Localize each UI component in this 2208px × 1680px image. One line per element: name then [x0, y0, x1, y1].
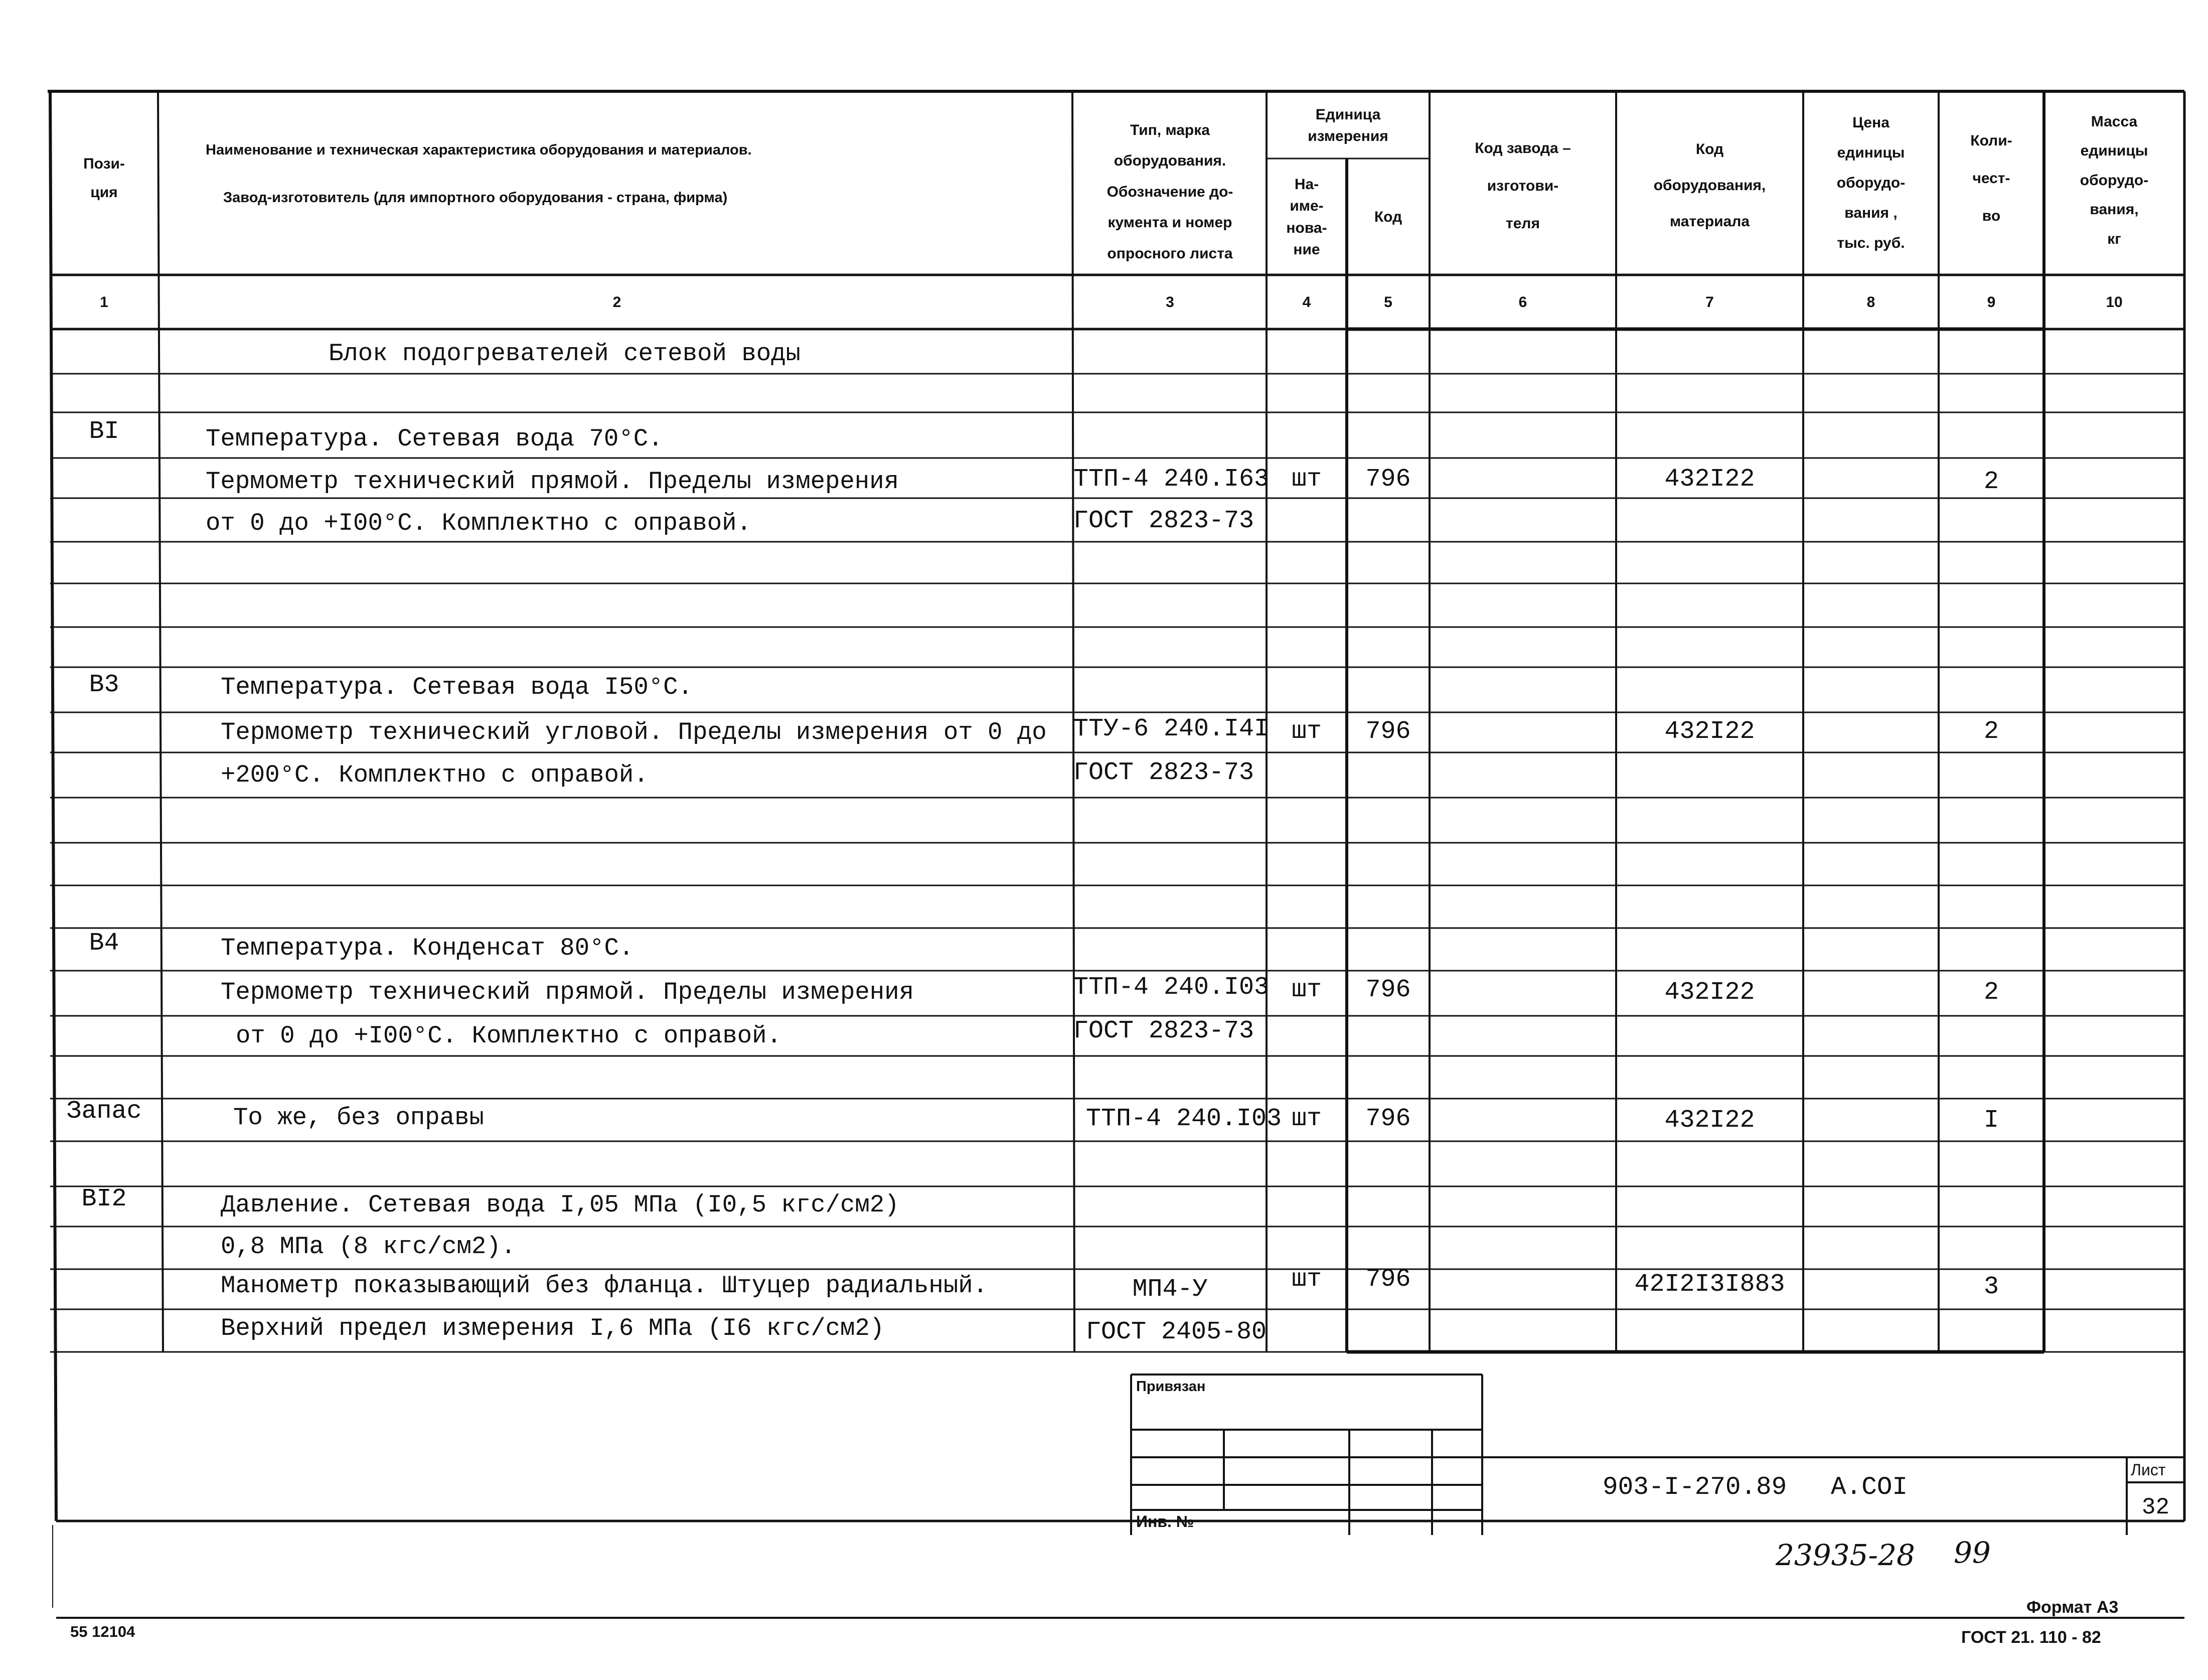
column-number-3: 3 [1166, 294, 1174, 311]
column-number-2: 2 [612, 294, 621, 311]
row-unit-code: 796 [1365, 1104, 1411, 1133]
header-mass: Масса единицы оборудо- вания, кг [2080, 113, 2149, 247]
column-number-1: 1 [100, 294, 108, 311]
handwritten-number: 23935-28 [1776, 1538, 1915, 1572]
handwritten-page: 99 [1954, 1536, 1991, 1570]
row-type: ТТП-4 240.I03 [1073, 973, 1270, 1002]
row-equipment-code: 42I2I3I883 [1634, 1270, 1785, 1299]
header-quantity: Коли- чест- во [1970, 132, 2012, 224]
column-number-6: 6 [1518, 294, 1527, 311]
row-type: ГОСТ 2405-80 [1086, 1317, 1267, 1346]
footer-format: Формат А3 [2026, 1598, 2119, 1617]
row-name: от 0 до +I00°С. Комплектно с оправой. [206, 509, 751, 537]
row-type: ГОСТ 2823-73 [1073, 1016, 1254, 1045]
row-type: ГОСТ 2823-73 [1073, 758, 1254, 787]
header-unit-group: Единица измерения [1308, 106, 1388, 144]
column-number-8: 8 [1866, 294, 1875, 311]
row-name: от 0 до +I00°С. Комплектно с оправой. [236, 1022, 781, 1050]
stamp-bound-label: Привязан [1136, 1379, 1206, 1395]
column-number-10: 10 [2106, 294, 2123, 311]
row-position: B3 [89, 670, 119, 699]
row-unit: шт [1291, 1104, 1322, 1133]
row-quantity: 3 [1983, 1272, 1999, 1301]
stamp-doc-code: 903-I-270.89 [1603, 1473, 1787, 1502]
row-name: То же, без оправы [233, 1104, 484, 1132]
row-type: МП4-У [1132, 1275, 1208, 1304]
row-unit-code: 796 [1365, 465, 1411, 494]
row-name: Давление. Сетевая вода I,05 МПа (I0,5 кгс/см2) [221, 1191, 899, 1219]
row-name: +200°С. Комплектно с оправой. [221, 761, 649, 789]
column-number-4: 4 [1302, 294, 1311, 311]
row-name: Манометр показывающий без фланца. Штуцер радиальный. [221, 1272, 988, 1300]
row-equipment-code: 432I22 [1664, 1106, 1755, 1135]
row-position: Запас [66, 1097, 142, 1126]
row-equipment-code: 432I22 [1664, 465, 1755, 494]
row-position: BI [89, 417, 119, 446]
row-name: Термометр технический прямой. Пределы измерения [221, 978, 914, 1006]
row-unit-code: 796 [1365, 717, 1411, 746]
row-equipment-code: 432I22 [1664, 978, 1755, 1007]
stamp-sheet-number: 32 [2141, 1494, 2170, 1520]
row-position: B4 [89, 929, 119, 958]
row-unit: шт [1291, 975, 1322, 1004]
header-unit-code: Код [1374, 209, 1402, 225]
row-quantity: 2 [1983, 467, 1999, 496]
row-type: ТТП-4 240.I63 [1073, 465, 1270, 494]
stamp-inv-label: Инв. № [1136, 1512, 1194, 1531]
row-quantity: 2 [1983, 717, 1999, 746]
header-plant-code: Код завода – изготови- теля [1475, 139, 1571, 232]
section-title: Блок подогревателей сетевой воды [329, 340, 801, 368]
stamp-doc-suffix: А.COI [1831, 1473, 1908, 1502]
header-price: Цена единицы оборудо- вания , тыс. руб. [1836, 114, 1906, 251]
header-unit-name: На- име- нова- ние [1286, 176, 1327, 258]
header-type: Тип, марка оборудования. Обозначение до- кумента и номер опросного листа [1107, 121, 1233, 262]
row-type: ТТП-4 240.I03 [1086, 1104, 1282, 1133]
row-unit: шт [1291, 465, 1322, 494]
row-type: ГОСТ 2823-73 [1073, 506, 1254, 535]
row-name: Температура. Сетевая вода I50°С. [221, 673, 693, 701]
row-unit: шт [1291, 1265, 1322, 1294]
row-name: Термометр технический прямой. Пределы измерения [206, 468, 899, 496]
row-position: BI2 [81, 1184, 127, 1213]
row-unit-code: 796 [1365, 975, 1411, 1004]
column-number-7: 7 [1705, 294, 1714, 311]
row-unit-code: 796 [1365, 1265, 1411, 1294]
row-quantity: I [1983, 1106, 1999, 1135]
row-quantity: 2 [1983, 978, 1999, 1007]
row-equipment-code: 432I22 [1664, 717, 1755, 746]
footer-left-code: 55 12104 [70, 1623, 135, 1640]
row-type: ТТУ-6 240.I4I [1073, 714, 1270, 743]
header-name-line1: Наименование и техническая характеристика оборудования и материалов. [206, 142, 752, 159]
row-unit: шт [1291, 717, 1322, 746]
row-name: Термометр технический угловой. Пределы измерения от 0 до [221, 718, 1047, 746]
row-name: Температура. Конденсат 80°С. [221, 934, 634, 962]
row-name: 0,8 МПа (8 кгс/см2). [221, 1233, 516, 1261]
column-number-5: 5 [1384, 294, 1392, 311]
row-name: Температура. Сетевая вода 70°С. [206, 425, 663, 453]
header-name-line2: Завод-изготовитель (для импортного оборудования - страна, фирма) [223, 190, 728, 206]
stamp-sheet-label: Лист [2131, 1461, 2166, 1479]
column-number-9: 9 [1987, 294, 1996, 311]
footer-standard: ГОСТ 21. 110 - 82 [1961, 1628, 2101, 1647]
header-position: Пози- ция [83, 156, 125, 201]
header-equipment-code: Код оборудования, материала [1653, 141, 1766, 230]
row-name: Верхний предел измерения I,6 МПа (I6 кгс/см2) [221, 1314, 885, 1342]
